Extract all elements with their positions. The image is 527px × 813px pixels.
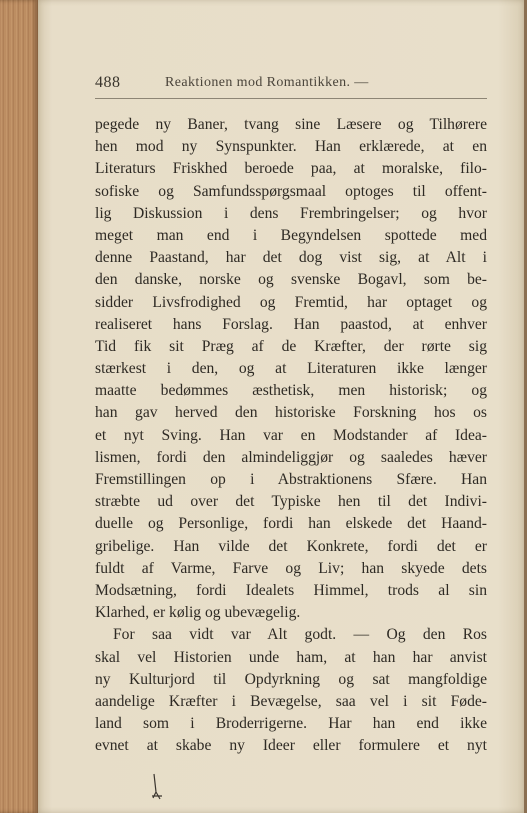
text-line: Modsætning, fordi Idealets Himmel, trods al sin: [95, 581, 487, 599]
text-line: sofiske og Samfundsspørgsmaal optoges til offent-: [95, 182, 487, 200]
text-line: ny Kulturjord til Opdyrkning og sat mangfoldige: [95, 670, 487, 688]
page-number: 488: [95, 74, 121, 91]
text-line: meget man end i Begyndelsen spottede med: [95, 226, 487, 244]
page-header: [95, 68, 487, 99]
text-line: skal vel Historien unde ham, at han har anvist: [95, 648, 487, 666]
text-line: hen mod ny Synspunkter. Han erklærede, at en: [95, 138, 487, 156]
text-line: Klarhed, er kølig og ubevægelig.: [95, 604, 301, 622]
text-line: lismen, fordi den almindeliggjør og saaledes hæver: [95, 448, 487, 466]
text-line: Literaturs Friskhed beroede paa, at moralske, filo-: [95, 160, 487, 178]
text-line: fuldt af Varme, Farve og Liv; han skyede dets: [95, 559, 487, 577]
text-line: evnet at skabe ny Ideer eller formulere et nyt: [95, 737, 487, 755]
text-line: et nyt Sving. Han var en Modstander af Idea-: [95, 426, 487, 444]
text-line: maatte bedømmes æsthetisk, men historisk; og: [95, 382, 487, 400]
text-line: lig Diskussion i dens Frembringelser; og hvor: [95, 204, 487, 222]
text-line: han gav herved den historiske Forskning hos os: [95, 404, 487, 422]
text-line: sidder Livsfrodighed og Fremtid, har optaget og: [95, 293, 487, 311]
text-line: aandelige Kræfter i Bevægelse, saa vel i sit Føde-: [95, 692, 487, 710]
text-line: realiseret hans Forslag. Han paastod, at enhver: [95, 315, 487, 333]
body-text: [95, 114, 487, 757]
text-line: stræbte ud over det Typiske hen til det Indivi-: [95, 493, 487, 511]
text-line: denne Paastand, har det dog vist sig, at Alt i: [95, 249, 487, 267]
ink-mark: [150, 772, 164, 802]
text-line: duelle og Personlige, fordi han elskede det Haand-: [95, 515, 487, 533]
text-line: den danske, norske og svenske Bogavl, som be-: [95, 271, 487, 289]
text-line: stærkest i den, og at Literaturen ikke længer: [95, 360, 487, 378]
text-line: gribelige. Han vilde det Konkrete, fordi det er: [95, 537, 487, 555]
text-line: Tid fik sit Præg af de Kræfter, der rørte sig: [95, 337, 487, 355]
text-line: pegede ny Baner, tvang sine Læsere og Tilhørere: [95, 116, 487, 133]
book-page-edges: [0, 0, 38, 813]
running-head: Reaktionen mod Romantikken. —: [165, 75, 369, 90]
text-line: For saa vidt var Alt godt. — Og den Ros: [113, 626, 487, 644]
text-line: land som i Broderrigerne. Har han end ikke: [95, 715, 487, 733]
text-line: Fremstillingen op i Abstraktionens Sfære. Han: [95, 471, 487, 488]
